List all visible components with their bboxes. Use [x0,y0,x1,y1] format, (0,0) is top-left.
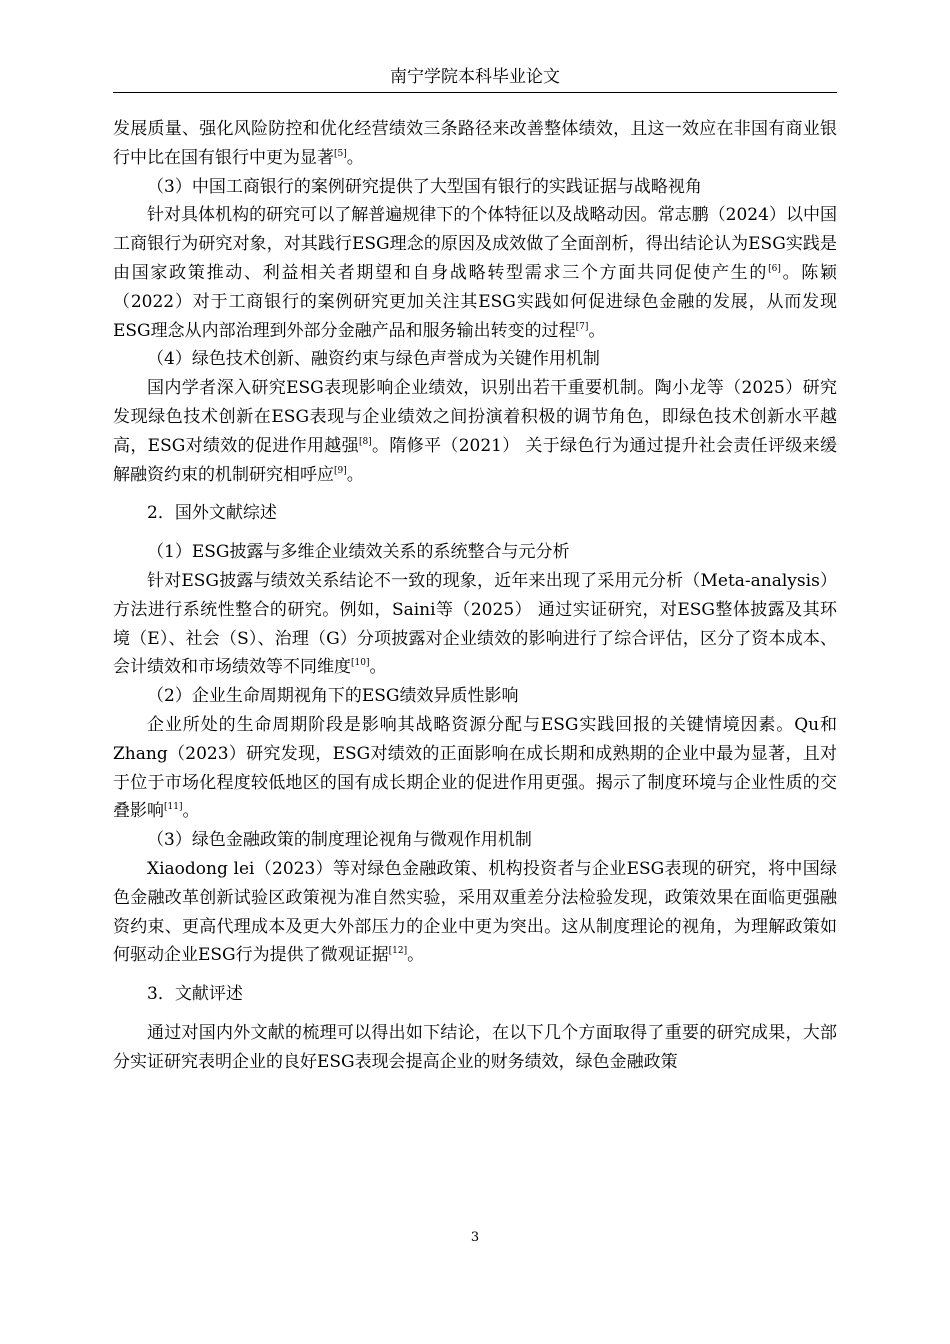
citation-superscript: [6] [768,263,781,274]
citation-superscript: [7] [575,321,589,332]
citation-superscript: [12] [388,946,408,957]
subsection-heading: （4）绿色技术创新、融资约束与绿色声誉成为关键作用机制 [147,349,600,370]
paragraph-text: 企业所处的生命周期阶段是影响其战略资源分配与ESG实践回报的关键情境因素。Qu和Zhang（2023）研究发现，ESG对绩效的正面影响在成长期和成熟期的企业中最为显著，且对于位于市场化程度较低地区的国有成长期企业的促进作用更强。揭示了制度环境与企业性质的交叠影响 [113,714,837,822]
paragraph [113,567,837,682]
section-heading: 2．国外文献综述 [147,503,277,524]
paragraph-text: 国内学者深入研究ESG表现影响企业绩效，识别出若干重要机制。陶小龙等（2025）研究发现绿色技术创新在ESG表现与企业绩效之间扮演着积极的调节角色，即绿色技术创新水平越高，ESG对绩效的促进作用越强 [113,378,837,456]
section-heading: 3．文献评述 [147,984,243,1005]
paragraph [113,1019,837,1077]
paragraph-text: 。陈颖（2022）对于工商银行的案例研究更加关注其ESG实践如何促进绿色金融的发展，从而发现ESG理念从内部治理到外部分金融产品和服务输出转变的过程 [113,262,838,341]
citation-superscript: [8] [358,436,372,447]
paragraph-text: 。 [369,657,387,678]
paragraph-text: 发展质量、强化风险防控和优化经营绩效三条路径来改善整体绩效，且这一效应在非国有商业银行中比在国有银行中更为显著 [113,119,837,168]
citation-superscript: [10] [351,658,370,669]
citation-superscript: [11] [164,802,183,813]
paragraph-text: 。 [182,801,200,822]
paragraph-text: 针对ESG披露与绩效关系结论不一致的现象，近年来出现了采用元分析（Meta-analysis）方法进行系统性整合的研究。例如，Saini等（2025） 通过实证研究，对ESG整体披露及其环境（E）、社会（S）、治理（G）分项披露对企业绩效的影响进行了综合评估，区分了资本成本、会计绩效和市场绩效等不同维度 [113,570,837,678]
citation-superscript: [9] [334,465,347,476]
paragraph-text: 。隋修平（2021） 关于绿色行为通过提升社会责任评级来缓解融资约束的机制研究相呼应 [113,435,837,485]
paragraph [113,855,837,970]
subsection-heading: （3）绿色金融政策的制度理论视角与微观作用机制 [147,830,532,851]
paragraph [113,374,837,489]
subsection-heading: （3）中国工商银行的案例研究提供了大型国有银行的实践证据与战略视角 [147,176,702,197]
paragraph-text: 。 [346,464,364,485]
subsection-heading: （2）企业生命周期视角下的ESG绩效异质性影响 [147,686,519,707]
paragraph-text: 通过对国内外文献的梳理可以得出如下结论，在以下几个方面取得了重要的研究成果，大部分实证研究表明企业的良好ESG表现会提高企业的财务绩效，绿色金融政策 [113,1022,837,1072]
paragraph-text: Xiaodong lei（2023）等对绿色金融政策、机构投资者与企业ESG表现的研究，将中国绿色金融改革创新试验区政策视为准自然实验，采用双重差分法检验发现，政策效果在面临更强融资约束、更高代理成本及更大外部压力的企业中更为突出。这从制度理论的视角，为理解政策如何驱动企业ESG行为提供了微观证据 [113,858,837,966]
citation-superscript: [5] [334,148,347,159]
paragraph [113,201,837,345]
paragraph-text: 。 [407,945,425,966]
body-text [113,115,837,1077]
page-number: 3 [470,1230,480,1245]
subsection-heading: （1）ESG披露与多维企业绩效关系的系统整合与元分析 [147,542,570,563]
paragraph [113,115,837,173]
paragraph [113,711,837,826]
page-header-title: 南宁学院本科毕业论文 [390,67,560,87]
paragraph-text: 针对具体机构的研究可以了解普遍规律下的个体特征以及战略动因。常志鹏（2024）以中国工商银行为研究对象，对其践行ESG理念的原因及成效做了全面剖析，得出结论认为ESG实践是由国家政策推动、利益相关者期望和自身战略转型需求三个方面共同促使产生的 [113,205,837,283]
paragraph-text: 。 [588,320,606,341]
paragraph-text: 。 [346,147,364,168]
header-divider [113,92,837,93]
